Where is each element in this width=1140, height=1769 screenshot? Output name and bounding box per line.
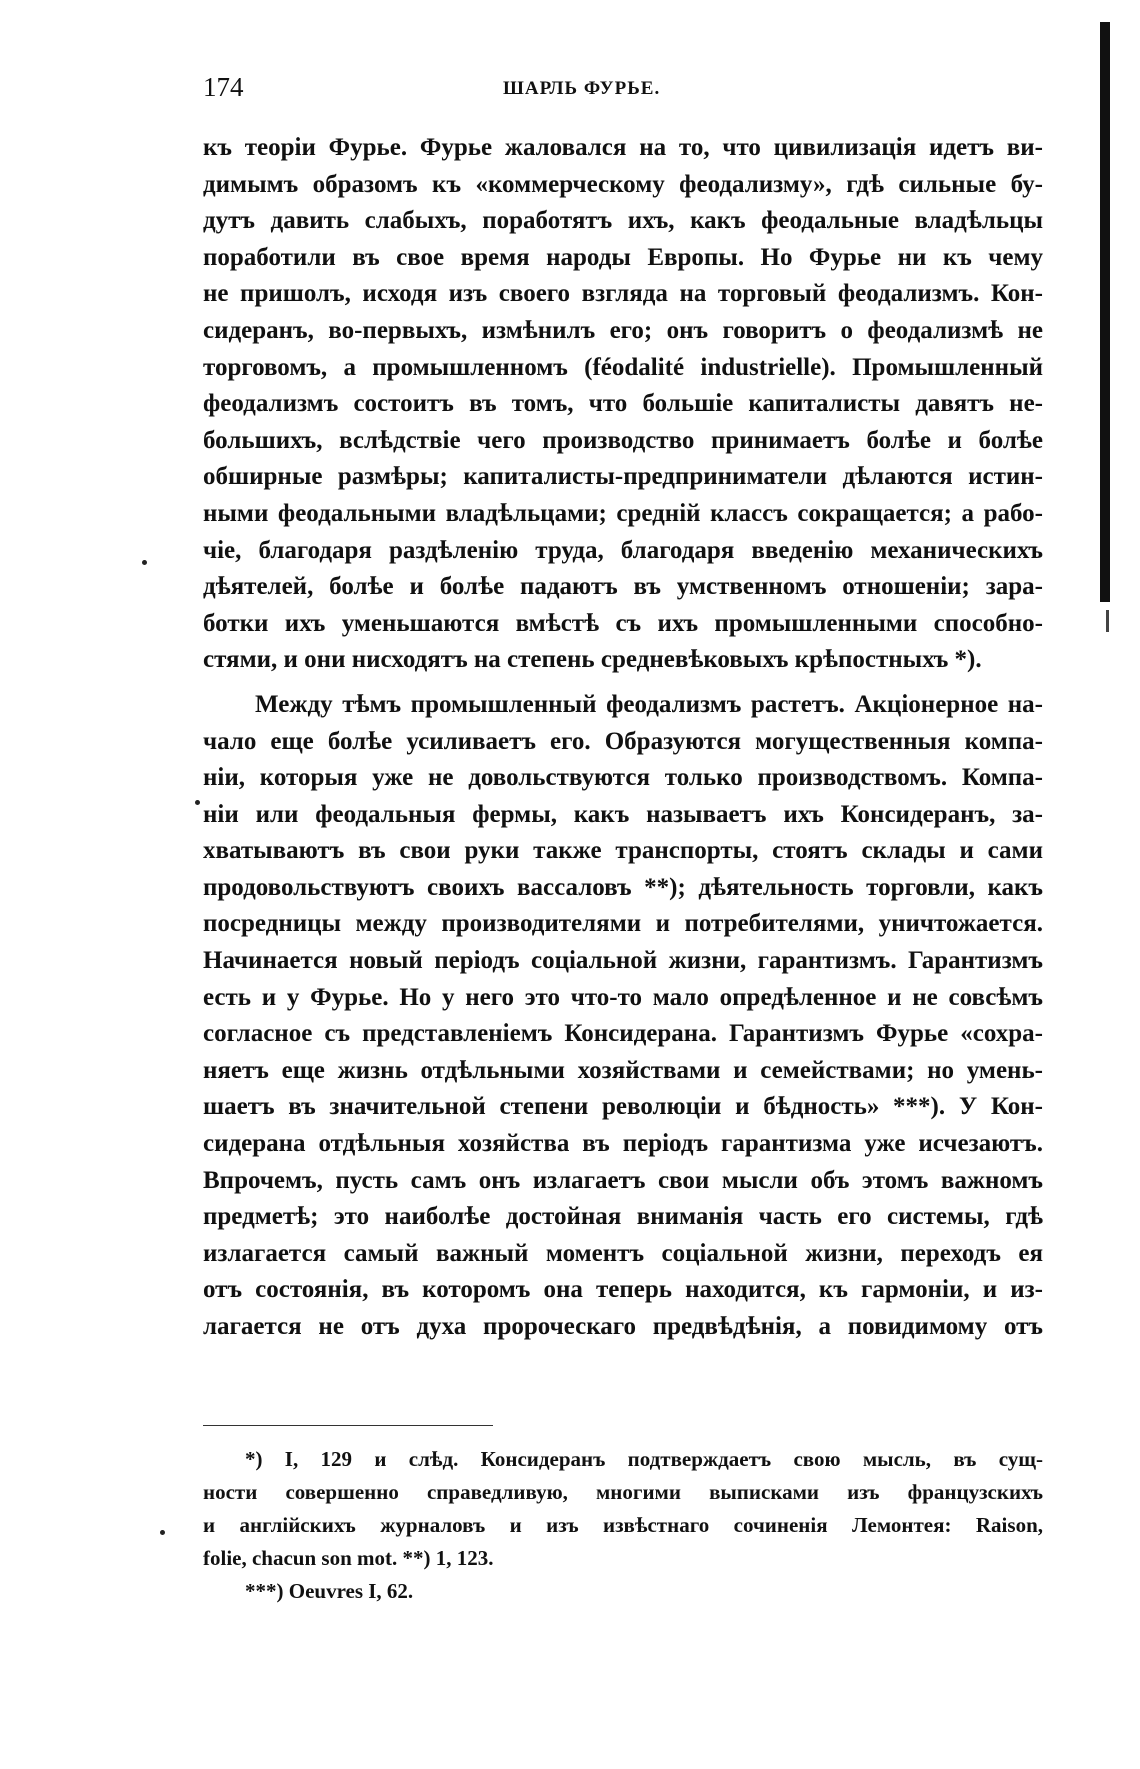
- text-line: отъ состоянія, въ которомъ она теперь находится, къ гармоніи, и из-: [203, 1276, 1043, 1304]
- text-line: феодализмъ состоитъ въ томъ, что большіе капиталисты давятъ не-: [203, 390, 1043, 418]
- text-line: Между тѣмъ промышленный феодализмъ растетъ. Акціонерное на-: [255, 690, 1043, 718]
- page-number: 174: [203, 72, 244, 102]
- text-line: ными феодальными владѣльцами; средній классъ сокращается; а рабо-: [203, 499, 1043, 527]
- text-line: стями, и они нисходятъ на степень средневѣковыхъ крѣпостныхъ *).: [203, 646, 982, 674]
- text-line: чіе, благодаря раздѣленію труда, благодаря введенію механическихъ: [203, 536, 1043, 564]
- footnote-line: ***) Oeuvres I, 62.: [245, 1579, 414, 1603]
- text-line: шаетъ въ значительной степени революціи и бѣдность» ***). У Кон-: [203, 1093, 1043, 1121]
- footnote-line: *) I, 129 и слѣд. Консидеранъ подтверждаетъ свою мысль, въ сущ-: [245, 1447, 1043, 1471]
- text-line: къ теоріи Фурье. Фурье жаловался на то, что цивилизація идетъ ви-: [203, 134, 1043, 161]
- text-line: не пришолъ, исходя изъ своего взгляда на торговый феодализмъ. Кон-: [203, 280, 1043, 308]
- text-line: продовольствуютъ своихъ вассаловъ **); дѣятельность торговли, какъ: [203, 873, 1043, 901]
- text-line: чало еще болѣе усиливаетъ его. Образуются могущественныя компа-: [203, 727, 1043, 755]
- footnote-separator: [203, 1425, 493, 1426]
- main-text: [203, 130, 1043, 1346]
- text-line: няетъ еще жизнь отдѣльными хозяйствами и семействами; но умень-: [203, 1056, 1043, 1084]
- text-line: согласное съ представленіемъ Консидерана. Гарантизмъ Фурье «сохра-: [203, 1020, 1043, 1048]
- text-line: лагается не отъ духа пророческаго предвѣдѣнія, а повидимому отъ: [203, 1313, 1043, 1340]
- text-line: поработили въ свое время народы Европы. Но Фурье ни къ чему: [203, 243, 1043, 271]
- text-line: хватываютъ въ свои руки также транспорты, стоятъ склады и сами: [203, 837, 1043, 865]
- text-line: ботки ихъ уменьшаются вмѣстѣ съ ихъ промышленными способно-: [203, 609, 1043, 637]
- text-line: дѣятелей, болѣе и болѣе падаютъ въ умственномъ отношеніи; зара-: [203, 573, 1043, 601]
- text-line: большихъ, вслѣдствіе чего производство принимаетъ болѣе и болѣе: [203, 426, 1043, 454]
- text-line: дутъ давить слабыхъ, поработятъ ихъ, какъ феодальные владѣльцы: [203, 207, 1043, 235]
- running-title: ШАРЛЬ ФУРЬЕ.: [503, 78, 661, 99]
- footnote-line: ности совершенно справедливую, многими выписками изъ французскихъ: [203, 1480, 1043, 1504]
- footnotes: [203, 1443, 1043, 1608]
- binding-edge-mark: [1106, 610, 1109, 632]
- text-line: Впрочемъ, пусть самъ онъ излагаетъ свои мысли объ этомъ важномъ: [203, 1166, 1043, 1194]
- margin-dot: [142, 560, 147, 565]
- text-line: обширные размѣры; капиталисты-предприниматели дѣлаются истин-: [203, 463, 1043, 491]
- text-line: ніи или феодальныя фермы, какъ называетъ ихъ Консидеранъ, за-: [203, 800, 1043, 828]
- text-line: Начинается новый періодъ соціальной жизни, гарантизмъ. Гарантизмъ: [203, 947, 1043, 975]
- page-header: [203, 72, 1043, 112]
- text-line: есть и у Фурье. Но у него это что-то мало опредѣленное и не совсѣмъ: [203, 983, 1043, 1011]
- binding-edge-shadow: [1100, 22, 1110, 602]
- text-line: сидеранъ, во-первыхъ, измѣнилъ его; онъ говоритъ о феодализмѣ не: [203, 316, 1043, 344]
- margin-dot: [195, 800, 200, 805]
- text-line: предметѣ; это наиболѣе достойная вниманія часть его системы, гдѣ: [203, 1203, 1043, 1231]
- text-line: ніи, которыя уже не довольствуются только производствомъ. Компа-: [203, 764, 1043, 792]
- margin-dot: [160, 1530, 165, 1535]
- text-line: посредницы между производителями и потребителями, уничтожается.: [203, 910, 1043, 938]
- text-line: сидерана отдѣльныя хозяйства въ періодъ гарантизма уже исчезаютъ.: [203, 1130, 1043, 1158]
- footnote-line: folie, chacun son mot. **) 1, 123.: [203, 1546, 494, 1570]
- text-line: излагается самый важный моментъ соціальной жизни, переходъ ея: [203, 1239, 1043, 1267]
- footnote-line: и англійскихъ журналовъ и изъ извѣстнаго сочиненія Лемонтея: Raison,: [203, 1513, 1043, 1537]
- text-line: торговомъ, а промышленномъ (féodalité industrielle). Промышленный: [203, 353, 1043, 381]
- text-line: димымъ образомъ къ «коммерческому феодализму», гдѣ сильные бу-: [203, 170, 1043, 198]
